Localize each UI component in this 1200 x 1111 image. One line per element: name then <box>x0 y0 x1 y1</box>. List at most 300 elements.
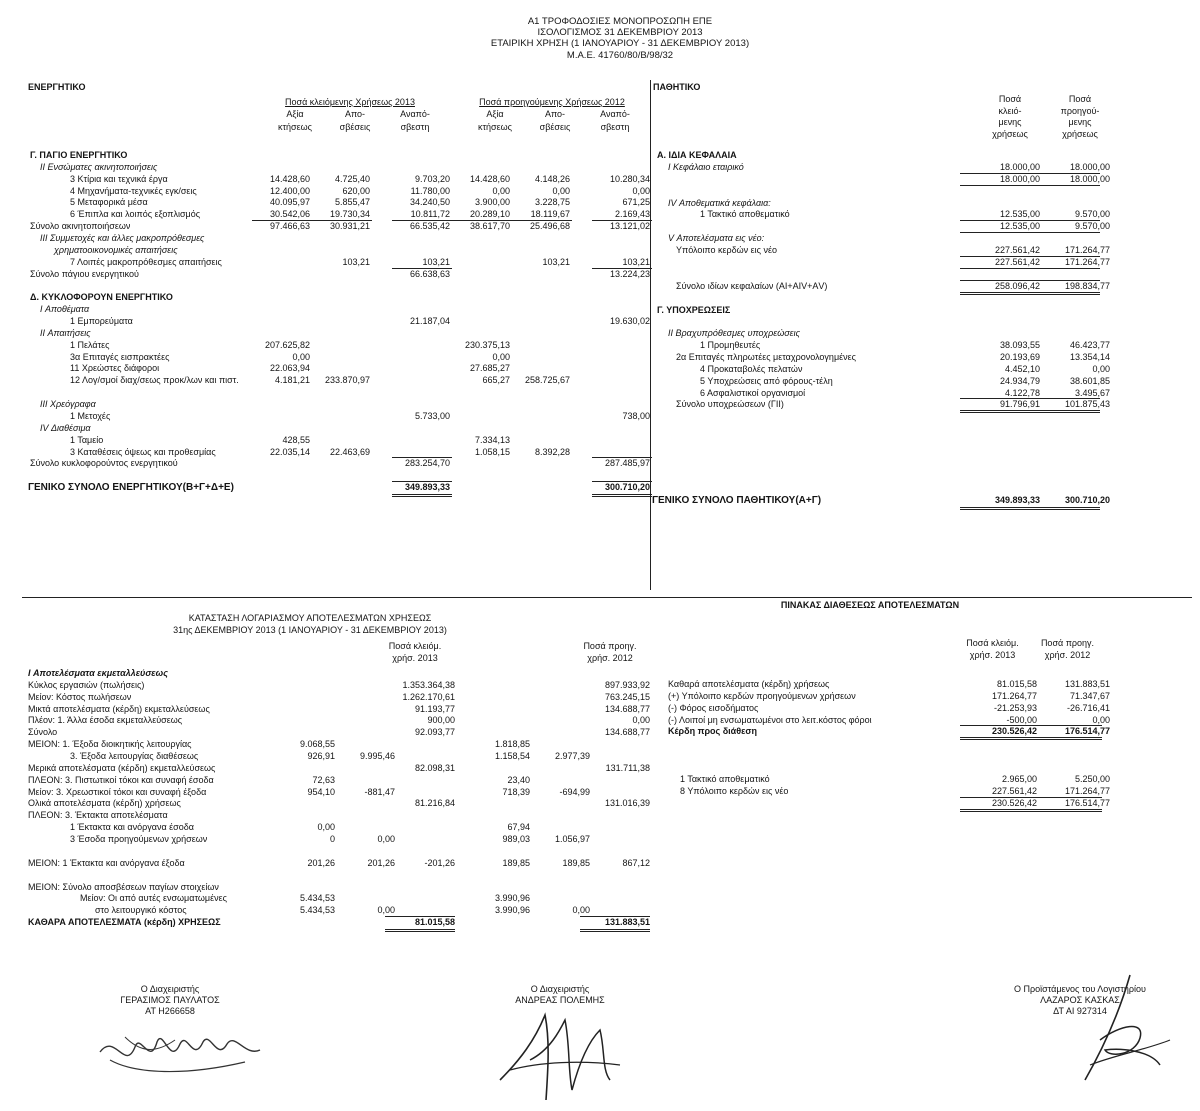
assets-row-label: 5 Μεταφορικά μέσα <box>70 197 148 208</box>
signatory-1-name: ΓΕΡΑΣΙΜΟΣ ΠΑΥΛΑΤΟΣ <box>120 995 220 1005</box>
liabilities-row-label: Σύνολο υποχρεώσεων (ΓΙΙ) <box>676 399 784 410</box>
income-row-value: 189,85 <box>502 857 530 868</box>
liabilities-col-head: κλειό- <box>998 105 1022 116</box>
assets-row-value: 665,27 <box>482 375 510 386</box>
income-row-label: Μείον: Κόστος πωλήσεων <box>28 691 132 702</box>
assets-row-value: 4.148,26 <box>534 173 570 184</box>
income-row-label: I Αποτελέσματα εκμεταλλεύσεως <box>28 668 168 678</box>
liabilities-col-head: χρήσεως <box>1062 128 1098 139</box>
income-row-label: ΠΛΕΟΝ: 3. Έκτακτα αποτελέσματα <box>28 810 168 821</box>
total-double-underline <box>392 494 452 497</box>
assets-row-label: 3 Καταθέσεις όψεως και προθεσμίας <box>70 446 216 457</box>
distribution-row-label: Κέρδη προς διάθεση <box>668 726 758 737</box>
liabilities-row-value: 258.096,42 <box>994 280 1040 291</box>
assets-row-value: 103,21 <box>622 256 650 267</box>
total-underline <box>960 725 1102 726</box>
distribution-title: ΠΙΝΑΚΑΣ ΔΙΑΘΕΣΕΩΣ ΑΠΟΤΕΛΕΣΜΑΤΩΝ <box>780 600 960 610</box>
assets-row-value: 1.058,15 <box>474 446 510 457</box>
assets-row-value: 428,55 <box>282 434 310 445</box>
fiscal-period: ΕΤΑΙΡΙΚΗ ΧΡΗΣΗ (1 ΙΑΝΟΥΑΡΙΟΥ - 31 ΔΕΚΕΜΒΡΙΟΥ 2013) <box>490 38 750 49</box>
distribution-row-label: 1 Τακτικό αποθεματικό <box>680 774 770 785</box>
registry-number: Μ.Α.Ε. 41760/80/Β/98/32 <box>566 50 674 61</box>
distribution-row-value: 81.015,58 <box>996 679 1037 689</box>
assets-row-label: 6 Έπιπλα και λοιπός εξοπλισμός <box>70 209 201 220</box>
income-row-value: 81.015,58 <box>414 917 455 928</box>
liabilities-row-label: 1 Τακτικό αποθεματικό <box>700 209 790 220</box>
total-double-underline <box>960 809 1102 812</box>
assets-row-value: 11.780,00 <box>410 185 450 196</box>
income-row-value: 926,91 <box>307 750 335 761</box>
signature-1-graphic <box>95 1012 265 1082</box>
liabilities-col-head: Ποσά <box>1068 94 1092 104</box>
liabilities-row-value: 0,00 <box>1092 363 1110 374</box>
assets-col-head: Αξία <box>486 109 504 119</box>
assets-row-value: 22.463,69 <box>329 446 370 457</box>
liabilities-row-value: 198.834,77 <box>1064 280 1110 291</box>
assets-row-value: 287.485,97 <box>604 458 650 469</box>
distribution-row-value: 230.526,42 <box>991 797 1037 808</box>
distribution-row-value: 176.514,77 <box>1064 726 1110 737</box>
distribution-row-value: 2.965,00 <box>1001 774 1037 785</box>
income-row-value: 67,94 <box>507 822 530 833</box>
assets-row-value: 19.730,34 <box>329 209 370 220</box>
assets-row-label: ΓΕΝΙΚΟ ΣΥΝΟΛΟ ΕΝΕΡΓΗΤΙΚΟΥ(Β+Γ+Δ+Ε) <box>28 482 234 494</box>
assets-row-value: 30.542,06 <box>269 209 310 220</box>
assets-row-label: 3α Επιταγές εισπρακτέες <box>70 351 170 362</box>
liabilities-row-label: V Αποτελέσματα εις νέο: <box>668 233 765 244</box>
total-underline <box>580 916 650 917</box>
assets-col-head: Αναπό- <box>400 109 430 119</box>
total-underline <box>592 268 652 269</box>
assets-row-label: Σύνολο ακινητοποιήσεων <box>30 221 131 232</box>
total-underline <box>960 280 1100 281</box>
total-underline <box>385 916 455 917</box>
liabilities-row-label: Α. ΙΔΙΑ ΚΕΦΑΛΑΙΑ <box>657 150 737 160</box>
liabilities-row-value: 227.561,42 <box>994 256 1040 267</box>
assets-row-value: 0,00 <box>292 351 310 362</box>
assets-row-value: 233.870,97 <box>324 375 370 386</box>
distribution-row-label: 8 Υπόλοιπο κερδών εις νέο <box>680 786 789 797</box>
total-underline <box>392 481 452 482</box>
signatory-3-name: ΛΑΖΑΡΟΣ ΚΑΣΚΑΣ <box>1040 995 1120 1005</box>
liabilities-col-head: προηγού- <box>1060 105 1100 116</box>
income-row-label: ΠΛΕΟΝ: 3. Πιστωτικοί τόκοι και συναφή έσοδα <box>28 774 214 785</box>
assets-col-head: Απο- <box>544 109 566 119</box>
assets-row-value: 14.428,60 <box>269 173 310 184</box>
assets-current-year-header: Ποσά κλειόμενης Χρήσεως 2013 <box>285 97 415 107</box>
distribution-col-head: χρήσ. 2012 <box>1044 650 1091 660</box>
liabilities-col-head: Ποσά <box>998 94 1022 104</box>
total-double-underline <box>960 507 1100 510</box>
income-row-value: 954,10 <box>307 786 335 797</box>
income-row-value: 5.434,53 <box>299 905 335 916</box>
assets-col-head: σβέσεις <box>539 122 571 132</box>
total-underline <box>312 220 372 221</box>
income-statement-period: 31ης ΔΕΚΕΜΒΡΙΟΥ 2013 (1 ΙΑΝΟΥΑΡΙΟΥ - 31 ΔΕΚΕΜΒΡΙΟΥ 2013) <box>173 625 447 635</box>
liabilities-heading: ΠΑΘΗΤΙΚΟ <box>653 82 701 92</box>
total-underline <box>592 481 652 482</box>
signatory-1-id: ΑΤ Η266658 <box>145 1006 195 1016</box>
assets-row-value: 2.169,43 <box>614 209 650 220</box>
total-double-underline <box>960 410 1100 413</box>
distribution-row-value: 131.883,51 <box>1064 679 1110 689</box>
assets-row-value: 3.228,75 <box>534 197 570 208</box>
company-name: Α1 ΤΡΟΦΟΔΟΣΙΕΣ ΜΟΝΟΠΡΟΣΩΠΗ ΕΠΕ <box>527 16 713 27</box>
assets-row-value: 10.811,72 <box>410 209 450 220</box>
document-title: ΙΣΟΛΟΓΙΣΜΟΣ 31 ΔΕΚΕΜΒΡΙΟΥ 2013 <box>537 27 703 38</box>
assets-row-label: Γ. ΠΑΓΙΟ ΕΝΕΡΓΗΤΙΚΟ <box>30 150 128 160</box>
liabilities-row-value: 101.875,43 <box>1064 399 1110 410</box>
total-underline <box>252 220 312 221</box>
assets-row-label: Σύνολο κυκλοφορούντος ενεργητικού <box>30 458 178 469</box>
assets-heading: ΕΝΕΡΓΗΤΙΚΟ <box>28 82 86 92</box>
assets-row-value: 671,25 <box>622 197 650 208</box>
total-underline <box>452 220 512 221</box>
distribution-col-head: Ποσά κλειόμ. <box>966 638 1019 648</box>
income-row-value: 23,40 <box>507 774 530 785</box>
assets-row-value: 19.630,02 <box>609 316 650 327</box>
assets-col-head: κτήσεως <box>478 122 512 132</box>
signatory-3-id: ΔΤ ΑΙ 927314 <box>1053 1006 1107 1016</box>
assets-row-value: 20.289,10 <box>469 209 510 220</box>
assets-row-value: 0,00 <box>492 185 510 196</box>
signatory-3-role: Ο Προϊστάμενος του Λογιστηρίου <box>1014 984 1146 994</box>
distribution-row-label: (-) Λοιποί μη ενσωματωμένοι στο λειτ.κόστος φόροι <box>668 714 872 725</box>
income-row-value: 0,00 <box>572 905 590 916</box>
assets-row-label: 12 Λογ/σμοί διαχ/σεως προκ/λων και πιστ. <box>70 375 239 386</box>
assets-row-value: 22.063,94 <box>269 363 310 374</box>
assets-row-value: 0,00 <box>632 185 650 196</box>
liabilities-row-label: Υπόλοιπο κερδών εις νέο <box>676 244 778 255</box>
assets-col-head: Απο- <box>344 109 366 119</box>
income-row-label: Μείον: Οι από αυτές ενσωματωμένες <box>80 893 227 904</box>
liabilities-col-head: μενης <box>998 117 1022 127</box>
liabilities-row-label: 6 Ασφαλιστικοί οργανισμοί <box>700 387 806 398</box>
income-row-label: 3. Έξοδα λειτουργίας διαθέσεως <box>70 750 199 761</box>
income-row-label: ΚΑΘΑΡΑ ΑΠΟΤΕΛΕΣΜΑΤΑ (κέρδη) ΧΡΗΣΕΩΣ <box>28 917 221 928</box>
total-underline <box>960 256 1100 257</box>
liabilities-row-value: 91.796,91 <box>999 399 1040 410</box>
liabilities-row-label: Σύνολο ιδίων κεφαλαίων (ΑΙ+ΑΙV+ΑV) <box>676 280 828 291</box>
distribution-row-value: 171.264,77 <box>1064 786 1110 797</box>
assets-row-value: 0,00 <box>552 185 570 196</box>
assets-row-label: 7 Λοιπές μακροπρόθεσμες απαιτήσεις <box>70 256 222 267</box>
liabilities-row-label: Γ. ΥΠΟΧΡΕΩΣΕΙΣ <box>657 304 731 315</box>
assets-row-label: 1 Μετοχές <box>70 411 111 421</box>
assets-row-label: χρηματοοικονομικές απαιτήσεις <box>54 244 178 255</box>
total-underline <box>592 457 652 458</box>
liabilities-row-value: 9.570,00 <box>1074 209 1110 220</box>
liabilities-row-value: 349.893,33 <box>994 495 1040 506</box>
distribution-row-value: 227.561,42 <box>991 786 1037 797</box>
income-row-value: 1.818,85 <box>494 739 530 750</box>
income-row-value: 897.933,92 <box>604 679 650 690</box>
column-divider <box>650 80 651 590</box>
total-underline <box>392 268 452 269</box>
income-row-label: Μικτά αποτελέσματα (κέρδη) εκμεταλλεύσεως <box>28 703 210 714</box>
income-row-value: 718,39 <box>502 786 530 797</box>
income-row-label: Κύκλος εργασιών (πωλήσεις) <box>28 679 145 690</box>
income-row-value: 1.056,97 <box>554 833 590 844</box>
assets-row-value: 207.625,82 <box>264 339 310 350</box>
liabilities-col-head: χρήσεως <box>992 128 1028 139</box>
assets-row-value: 8.392,28 <box>534 446 570 457</box>
distribution-row-value: 171.264,77 <box>991 690 1037 701</box>
assets-row-value: 40.095,97 <box>269 197 310 208</box>
income-col-head: Ποσά κλειόμ. <box>388 641 442 651</box>
assets-row-value: 5.733,00 <box>414 411 450 421</box>
assets-row-value: 3.900,00 <box>474 197 510 208</box>
income-row-label: στο λειτουργικό κόστος <box>95 905 187 916</box>
income-row-value: 189,85 <box>562 857 590 868</box>
assets-row-label: II Ενσώματες ακινητοποιήσεις <box>40 161 158 172</box>
assets-row-label: 11 Χρεώστες διάφοροι <box>70 363 160 374</box>
assets-row-value: 38.617,70 <box>469 221 510 232</box>
assets-row-value: 27.685,27 <box>469 363 510 374</box>
liabilities-row-value: 38.093,55 <box>999 340 1040 351</box>
total-underline <box>960 232 1100 233</box>
income-row-value: 900,00 <box>427 715 455 726</box>
distribution-row-label: Καθαρά αποτελέσματα (κέρδη) χρήσεως <box>668 679 830 689</box>
liabilities-row-value: 24.934,79 <box>999 375 1040 386</box>
income-row-value: 0,00 <box>377 905 395 916</box>
liabilities-row-value: 18.000,00 <box>999 173 1040 184</box>
total-underline <box>960 797 1102 798</box>
liabilities-row-label: 1 Προμηθευτές <box>700 340 761 351</box>
assets-row-value: 4.181,21 <box>274 375 310 386</box>
income-row-value: 0,00 <box>317 822 335 833</box>
liabilities-row-value: 171.264,77 <box>1064 256 1110 267</box>
assets-row-value: 30.931,21 <box>329 221 370 232</box>
income-statement-title: ΚΑΤΑΣΤΑΣΗ ΛΟΓΑΡΙΑΣΜΟΥ ΑΠΟΤΕΛΕΣΜΑΤΩΝ ΧΡΗΣΕΩΣ <box>188 613 432 623</box>
assets-row-value: 22.035,14 <box>269 446 310 457</box>
assets-col-head: σβεστη <box>600 122 630 132</box>
liabilities-row-label: 2α Επιταγές πληρωτέες μεταχρονολογημένες <box>676 352 856 363</box>
assets-row-value: 9.703,20 <box>414 173 450 184</box>
assets-row-value: 5.855,47 <box>334 197 370 208</box>
signatory-2-name: ΑΝΔΡΕΑΣ ΠΟΛΕΜΗΣ <box>515 995 605 1005</box>
assets-row-value: 738,00 <box>622 411 650 421</box>
liabilities-row-label: II Βραχυπρόθεσμες υποχρεώσεις <box>668 328 801 339</box>
assets-col-head: κτήσεως <box>278 122 312 132</box>
total-double-underline <box>960 292 1100 295</box>
assets-row-label: II Απαιτήσεις <box>40 327 91 338</box>
liabilities-row-value: 4.452,10 <box>1004 363 1040 374</box>
income-row-label: ΜΕΙΟΝ: 1. Έξοδα διοικητικής λειτουργίας <box>28 739 192 750</box>
income-row-label: 3 Έσοδα προηγούμενων χρήσεων <box>70 833 208 844</box>
income-row-label: ΜΕΙΟΝ: 1 Έκτακτα και ανόργανα έξοδα <box>28 857 185 868</box>
distribution-col-head: χρήσ. 2013 <box>969 650 1016 660</box>
total-underline <box>960 220 1100 221</box>
income-row-value: 82.098,31 <box>414 762 455 773</box>
income-row-value: 92.093,77 <box>414 727 455 738</box>
income-row-value: 0 <box>329 833 335 844</box>
assets-row-value: 258.725,67 <box>524 375 570 386</box>
income-row-value: 91.193,77 <box>414 703 455 714</box>
distribution-row-value: 230.526,42 <box>991 726 1037 737</box>
liabilities-row-value: 12.535,00 <box>999 221 1040 232</box>
income-col-head: Ποσά προηγ. <box>583 641 637 651</box>
assets-row-value: 230.375,13 <box>464 339 510 350</box>
income-row-value: 5.434,53 <box>299 893 335 904</box>
section-divider <box>22 597 1192 598</box>
assets-row-label: Δ. ΚΥΚΛΟΦΟΡΟΥΝ ΕΝΕΡΓΗΤΙΚΟ <box>30 292 173 303</box>
income-row-value: 201,26 <box>307 857 335 868</box>
assets-row-value: 21.187,04 <box>409 316 450 327</box>
assets-row-label: III Χρεόγραφα <box>40 399 96 410</box>
assets-row-label: I Αποθέματα <box>40 304 90 315</box>
income-row-value: 201,26 <box>367 857 395 868</box>
income-row-value: 131.883,51 <box>604 917 650 928</box>
income-row-value: 131.016,39 <box>604 798 650 809</box>
liabilities-row-value: 300.710,20 <box>1064 495 1110 506</box>
income-row-value: 9.995,46 <box>359 750 395 761</box>
total-double-underline <box>592 494 652 497</box>
assets-row-value: 12.400,00 <box>269 185 310 196</box>
assets-row-value: 66.638,63 <box>409 268 450 279</box>
assets-row-value: 300.710,20 <box>604 482 650 493</box>
assets-row-value: 4.725,40 <box>334 173 370 184</box>
distribution-row-value: -26.716,41 <box>1066 702 1110 713</box>
assets-row-value: 25.496,68 <box>529 221 570 232</box>
liabilities-row-value: 12.535,00 <box>999 209 1040 220</box>
liabilities-row-value: 13.354,14 <box>1069 352 1110 363</box>
distribution-col-head: Ποσά προηγ. <box>1040 638 1095 648</box>
income-row-label: Μερικά αποτελέσματα (κέρδη) εκμεταλλεύσεως <box>28 762 216 773</box>
liabilities-row-value: 4.122,78 <box>1004 387 1040 398</box>
total-underline <box>960 173 1100 174</box>
assets-row-value: 13.224,23 <box>609 268 650 279</box>
assets-row-value: 349.893,33 <box>404 482 450 493</box>
total-underline <box>592 220 652 221</box>
assets-row-value: 14.428,60 <box>469 173 510 184</box>
assets-row-value: 620,00 <box>342 185 370 196</box>
income-row-value: 867,12 <box>622 857 650 868</box>
income-row-label: ΜΕΙΟΝ: Σύνολο αποσβέσεων παγίων στοιχείων <box>28 881 219 892</box>
assets-row-label: 1 Εμπορεύματα <box>70 316 133 327</box>
assets-row-label: III Συμμετοχές και άλλες μακροπρόθεσμες <box>40 232 205 243</box>
distribution-row-value: 0,00 <box>1092 714 1110 725</box>
distribution-row-value: 71.347,67 <box>1069 690 1110 701</box>
liabilities-row-value: 9.570,00 <box>1074 221 1110 232</box>
assets-col-head: Αναπό- <box>600 109 630 119</box>
income-row-value: 134.688,77 <box>604 703 650 714</box>
liabilities-row-value: 20.193,69 <box>999 352 1040 363</box>
liabilities-row-value: 3.495,67 <box>1074 387 1110 398</box>
income-row-value: 2.977,39 <box>554 750 590 761</box>
liabilities-row-label: IV Αποθεματικά κεφάλαια: <box>668 197 771 208</box>
liabilities-row-value: 38.601,85 <box>1069 375 1110 386</box>
total-double-underline <box>580 929 650 932</box>
income-row-value: -881,47 <box>364 786 395 797</box>
income-row-label: Μείον: 3. Χρεωστικοί τόκοι και συναφή έξοδα <box>28 786 207 797</box>
assets-row-value: 7.334,13 <box>474 434 510 445</box>
liabilities-row-label: 5 Υποχρεώσεις από φόρους-τέλη <box>700 375 833 386</box>
income-row-value: 0,00 <box>632 715 650 726</box>
income-row-value: 989,03 <box>502 833 530 844</box>
income-row-value: -694,99 <box>559 786 590 797</box>
assets-row-label: Σύνολο πάγιου ενεργητικού <box>30 268 139 279</box>
income-row-value: 1.262.170,61 <box>402 691 455 702</box>
income-row-label: Σύνολο <box>28 727 58 738</box>
assets-col-head: Αξία <box>286 109 304 119</box>
income-row-value: 3.990,96 <box>494 905 530 916</box>
total-double-underline <box>385 929 455 932</box>
distribution-row-label: (-) Φόρος εισοδήματος <box>668 702 759 713</box>
liabilities-row-value: 18.000,00 <box>1069 161 1110 172</box>
income-col-head: χρήσ. 2013 <box>392 653 438 663</box>
assets-row-label: 3 Κτίρια και τεχνικά έργα <box>70 173 168 184</box>
assets-row-label: 4 Μηχανήματα-τεχνικές εγκ/σεις <box>70 185 197 196</box>
liabilities-row-value: 18.000,00 <box>1069 173 1110 184</box>
assets-row-value: 283.254,70 <box>404 458 450 469</box>
assets-row-label: 1 Ταμείο <box>70 434 104 445</box>
total-underline <box>960 398 1100 399</box>
assets-col-head: σβέσεις <box>339 122 371 132</box>
income-row-value: 134.688,77 <box>604 727 650 738</box>
distribution-row-value: 176.514,77 <box>1064 797 1110 808</box>
distribution-row-value: -500,00 <box>1006 714 1037 725</box>
liabilities-row-label: 4 Προκαταβολές πελατών <box>700 363 803 374</box>
income-row-value: 1.353.364,38 <box>402 679 455 690</box>
liabilities-row-label: I Κεφάλαιο εταιρικό <box>668 161 744 172</box>
income-col-head: χρήσ. 2012 <box>587 653 633 663</box>
assets-row-value: 0,00 <box>492 351 510 362</box>
assets-row-value: 34.240,50 <box>409 197 450 208</box>
assets-row-value: 103,21 <box>342 256 370 267</box>
distribution-row-label: (+) Υπόλοιπο κερδών προηγούμενων χρήσεων <box>668 690 856 701</box>
signature-3-graphic <box>1060 970 1180 1090</box>
total-underline <box>392 220 452 221</box>
distribution-row-value: 5.250,00 <box>1074 774 1110 785</box>
assets-row-value: 13.121,02 <box>609 221 650 232</box>
assets-previous-year-header: Ποσά προηγούμενης Χρήσεως 2012 <box>479 97 625 107</box>
income-row-value: 72,63 <box>312 774 335 785</box>
liabilities-row-label: ΓΕΝΙΚΟ ΣΥΝΟΛΟ ΠΑΘΗΤΙΚΟΥ(Α+Γ) <box>652 495 822 507</box>
income-row-label: Ολικά αποτελέσματα (κέρδη) χρήσεως <box>28 798 181 809</box>
signature-2-graphic <box>490 1000 630 1105</box>
total-underline <box>512 220 572 221</box>
assets-row-value: 10.280,34 <box>609 173 650 184</box>
income-row-value: -201,26 <box>424 857 455 868</box>
income-row-value: 81.216,84 <box>414 798 455 809</box>
assets-row-value: 103,21 <box>422 256 450 267</box>
assets-row-value: 103,21 <box>542 256 570 267</box>
liabilities-row-value: 171.264,77 <box>1064 244 1110 255</box>
total-underline <box>960 268 1100 269</box>
total-double-underline <box>960 737 1102 740</box>
liabilities-row-value: 46.423,77 <box>1069 340 1110 351</box>
liabilities-col-head: μενης <box>1068 117 1092 127</box>
income-row-value: 131.711,38 <box>605 762 650 773</box>
assets-col-head: σβεστη <box>400 122 430 132</box>
liabilities-row-value: 227.561,42 <box>994 244 1040 255</box>
income-row-value: 9.068,55 <box>299 739 335 750</box>
assets-row-value: 66.535,42 <box>409 221 450 232</box>
assets-row-label: IV Διαθέσιμα <box>40 422 91 433</box>
signatory-2-role: Ο Διαχειριστής <box>530 984 590 994</box>
income-row-value: 0,00 <box>377 833 395 844</box>
signatory-1-role: Ο Διαχειριστής <box>140 984 200 994</box>
total-underline <box>392 457 452 458</box>
income-row-value: 763.245,15 <box>604 691 650 702</box>
distribution-row-value: -21.253,93 <box>993 702 1037 713</box>
income-row-label: Πλέον: 1. Άλλα έσοδα εκμεταλλεύσεως <box>28 715 183 726</box>
assets-row-label: 1 Πελάτες <box>70 339 110 350</box>
assets-row-value: 18.119,67 <box>530 209 570 220</box>
assets-row-value: 97.466,63 <box>269 221 310 232</box>
income-row-value: 3.990,96 <box>494 893 530 904</box>
